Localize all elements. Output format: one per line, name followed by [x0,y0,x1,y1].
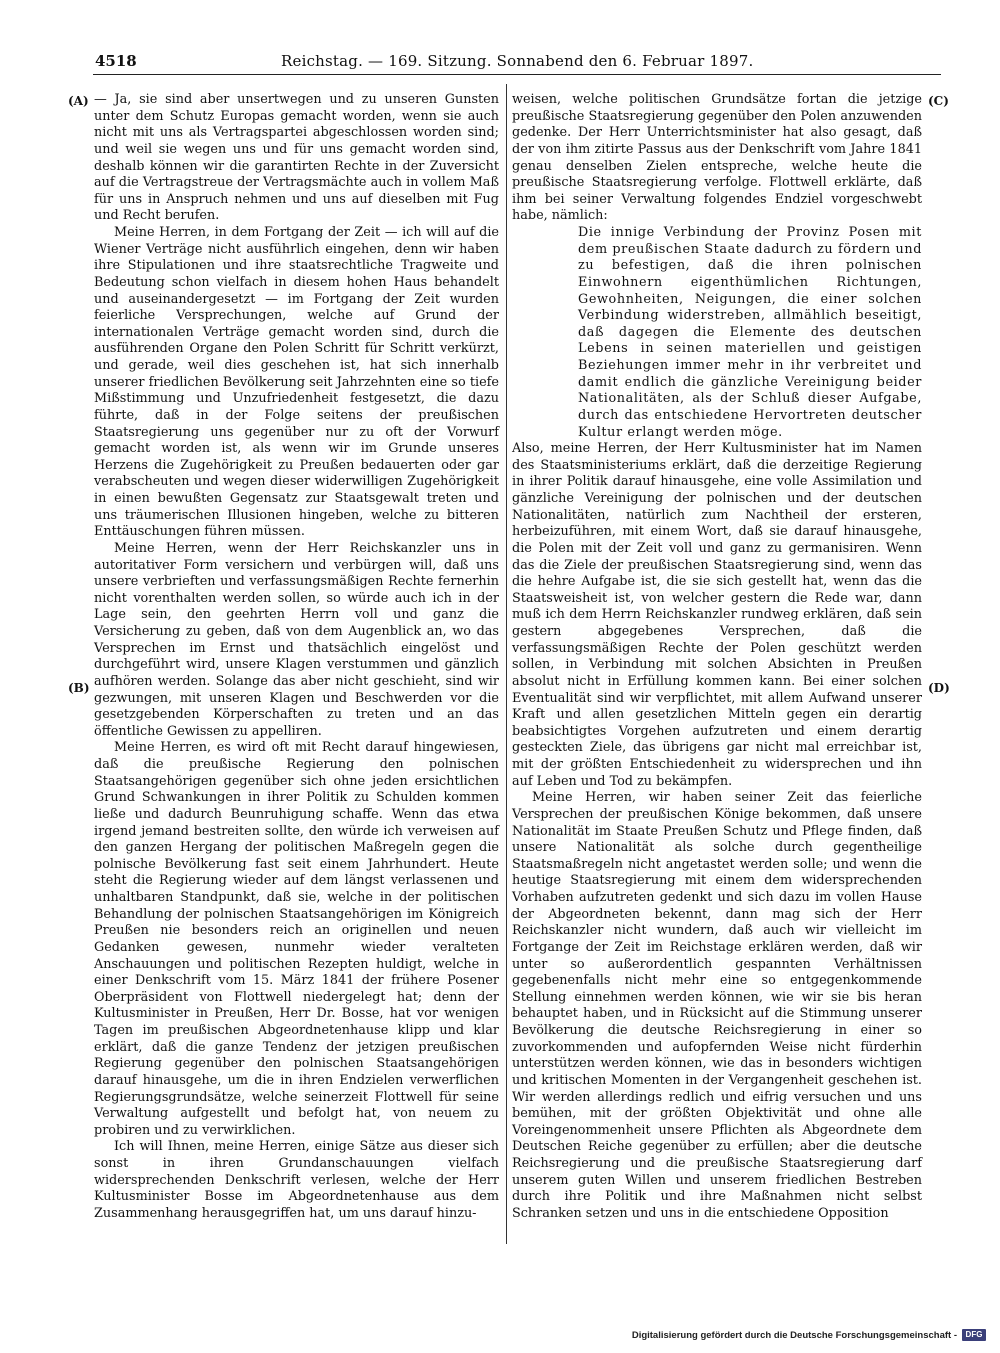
dfg-logo: DFG [962,1329,986,1341]
running-head: Reichstag. — 169. Sitzung. Sonnabend den 6. Februar 1897. [281,52,754,70]
paragraph: — Ja, sie sind aber unsertwegen und zu unseren Gunsten unter dem Schutz Europas gemacht worden, wenn sie auch nicht mit uns als Vertragspartei abgeschlossen worden sind; und weil sie wegen uns und für uns gemacht worden sind, deshalb können wir die garantirten Rechte in der Zuversicht auf die Vertragstreue der Vertragsmächte auch in vollem Maß für uns in Anspruch nehmen und uns auf dieselben mit Fug und Recht berufen. [94,92,499,224]
left-column [94,92,499,1223]
margin-marker-d: (D) [928,681,950,695]
paragraph: weisen, welche politischen Grundsätze fortan die jetzige preußische Staatsregierung gegenüber den Polen anzuwenden gedenke. Der Herr Unterrichtsminister hat also gesagt, daß der von ihm zitirte Passus aus der Denkschrift vom Jahre 1841 genau denselben Zielen entspreche, welche heute die preußische Staatsregierung verfolge. Flottwell erklärte, daß ihm bei seiner Verwaltung folgendes Endziel vorgeschwebt habe, nämlich: [512,92,922,224]
page-header [95,52,940,74]
header-rule [93,74,941,75]
right-column [512,92,922,1223]
footer-credit [632,1329,986,1341]
margin-marker-b: (B) [68,681,90,695]
paragraph: Meine Herren, wenn der Herr Reichskanzler uns in autoritativer Form versichern und verbürgen will, daß uns unsere verbrieften und verfassungsmäßigen Rechte fernerhin nicht vorenthalten werden sollen, so würde auch ich in der Lage sein, den geehrten Herrn voll und ganz die Versicherung zu geben, daß von dem Augenblick an, wo das Versprechen im Ernst und thatsächlich eingelöst und durchgeführt wird, unsere Klagen verstummen und gänzlich aufhören werden. Solange das aber nicht geschieht, sind wir gezwungen, mit unseren Klagen und Beschwerden vor die gesetzgebenden Körperschaften zu treten und an das öffentliche Gewissen zu appelliren. [94,540,499,739]
margin-marker-a: (A) [68,94,89,108]
margin-marker-c: (C) [928,94,949,108]
paragraph: Meine Herren, in dem Fortgang der Zeit — ich will auf die Wiener Verträge nicht ausführlich eingehen, denn wir haben ihre Stipulationen und ihre staatsrechtliche Tragweite und Bedeutung schon vielfach in diesem hohen Haus behandelt und auseinandergesetzt — im Fortgang der Zeit wurden feierliche Versprechungen, welche auf Grund der internationalen Verträge gemacht worden sind, durch die ausführenden Organe den Polen Schritt für Schritt verkürzt, und gerade, weil dies geschehen ist, hat sich innerhalb unserer friedlichen Bevölkerung seit Jahrzehnten eine so tiefe Mißstimmung und Unzufriedenheit festgesetzt, die dazu führte, daß in der Folge seitens der preußischen Staatsregierung uns gegenüber nur zu oft der Vorwurf gemacht worden ist, als wenn wir im Grunde unseres Herzens die Zugehörigkeit zu Preußen bedauerten oder gar verabscheuten und wegen dieser widerwilligen Zugehörigkeit in einen bewußten Gegensatz zur Staatsgewalt treten und uns träumerischen Illusionen hingeben, welche zu bitteren Enttäuschungen führen müssen. [94,225,499,540]
paragraph: Meine Herren, es wird oft mit Recht darauf hingewiesen, daß die preußische Regierung den polnischen Staatsangehörigen gegenüber sich ohne jeden ersichtlichen Grund Schwankungen in ihrer Politik zu Schulden kommen ließe und dadurch Beunruhigung schaffe. Wenn das etwa irgend jemand bestreiten sollte, den würde ich verweisen auf den ganzen Hergang der politischen Maßregeln gegen die polnische Bevölkerung fast seit einem Jahrhundert. Heute steht die Regierung wieder auf dem längst verlassenen und unhaltbaren Standpunkt, daß sie, welche in der politischen Behandlung der polnischen Staatsangehörigen im Königreich Preußen nie besonders reich an originellen und neuen Gedanken gewesen, nunmehr wieder veralteten Anschauungen und politischen Rezepten huldigt, welche in einer Denkschrift vom 15. März 1841 der frühere Posener Oberpräsident von Flottwell niedergelegt hat; denn der Kultusminister in Preußen, Herr Dr. Bosse, hat vor wenigen Tagen im preußischen Abgeordnetenhause klipp und klar erklärt, daß die ganze Tendenz der jetzigen preußischen Regierung gegenüber den polnischen Staatsangehörigen darauf hinausgehe, um die in ihren Endzielen verwerflichen Regierungsgrundsätze, welche seinerzeit Flottwell für seine Verwaltung aufgestellt und befolgt hat, von neuem zu probiren und zu verwirklichen. [94,740,499,1138]
paragraph: Meine Herren, wir haben seiner Zeit das feierliche Versprechen der preußischen Könige bekommen, daß unsere Nationalität im Staate Preußen Schutz und Pflege finden, daß unsere Nationalität als solche durch gegentheilige Staatsmaßregeln nicht angetastet werden solle; und wenn die heutige Staatsregierung mit einem dem widersprechenden Vorhaben aufzutreten gedenkt und sich dazu im vollen Hause der Abgeordneten bekennt, dann mag sich der Herr Reichskanzler nicht wundern, daß auch wir vielleicht im Fortgange der Zeit im Reichstage erklären werden, daß wir unter so außerordentlich gespannten Verhältnissen gegebenenfalls nicht mehr eine so entgegenkommende Stellung einnehmen werden können, wie wir sie bis heran behauptet haben, und in Rücksicht auf die Stimmung unserer Bevölkerung die deutsche Reichsregierung in einer so zuvorkommenden und aufopfernden Weise nicht fürderhin unterstützen werden können, wie das in besonders wichtigen und kritischen Momenten in der Vergangenheit geschehen ist. Wir werden allerdings redlich und eifrig versuchen und uns bemühen, mit der größten Objektivität und ohne alle Voreingenommenheit unsere Pflichten als Abgeordnete dem Deutschen Reiche gegenüber zu erfüllen; aber die deutsche Reichsregierung und die preußische Staatsregierung darf unserem guten Willen und unserem friedlichen Bestreben durch ihre Politik und ihre Maßnahmen nicht selbst Schranken setzen und uns in die entschiedene Opposition [512,790,922,1221]
credit-text: Digitalisierung gefördert durch die Deutsche Forschungsgemeinschaft - [631,1329,957,1341]
column-divider [506,84,507,1244]
page-number: 4518 [95,52,137,70]
paragraph: Also, meine Herren, der Herr Kultusminister hat im Namen des Staatsministeriums erklärt, daß die derzeitige Regierung in ihrer Politik darauf hinausgehe, eine volle Assimilation und gänzliche Vereinigung der polnischen und der deutschen Nationalitäten, natürlich zum Nachtheil der ersteren, herbeizuführen, mit einem Wort, daß sie darauf hinausgehe, die Polen mit der Zeit voll und ganz zu germanisiren. Wenn das die Ziele der preußischen Staatsregierung sind, wenn das die hehre Aufgabe ist, die sie sich gestellt hat, wenn das die Staatsweisheit ist, von welcher gestern die Rede war, dann muß ich dem Herrn Reichskanzler rundweg erklären, daß sein gestern abgegebenes Versprechen, daß die verfassungsmäßigen Rechte der Polen geschützt werden sollen, in Verbindung mit solchen Absichten in Preußen absolut nicht in Erfüllung kommen kann. Bei einer solchen Eventualität sind wir verpflichtet, mit allem Aufwand unserer Kraft und allen gesetzlichen Mitteln gegen ein derartig beabsichtigtes Vorgehen aufzutreten und einem derartig gesteckten Ziele, das übrigens gar nicht mal erreichbar ist, mit der größten Entschiedenheit zu widersprechen und ihn auf Leben und Tod zu bekämpfen. [512,441,922,789]
paragraph: Ich will Ihnen, meine Herren, einige Sätze aus dieser sich sonst in ihren Grundanschauungen vielfach widersprechenden Denkschrift verlesen, welche der Herr Kultusminister Bosse im Abgeordnetenhause aus dem Zusammenhang herausgegriffen hat, um uns darauf hinzu- [94,1139,499,1221]
block-quote: Die innige Verbindung der Provinz Posen mit dem preußischen Staate dadurch zu fördern und zu befestigen, daß die ihren polnischen Einwohnern eigenthümlichen Richtungen, Gewohnheiten, Neigungen, die einer solchen Verbindung widerstreben, allmählich beseitigt, daß dagegen die Elemente des deutschen Lebens in seinen materiellen und geistigen Beziehungen immer mehr in ihr verbreitet und damit endlich die gänzliche Vereinigung beider Nationalitäten, als der Schluß dieser Aufgabe, durch das entschiedene Hervortreten deutscher Kultur erlangt werden möge. [578,225,922,440]
